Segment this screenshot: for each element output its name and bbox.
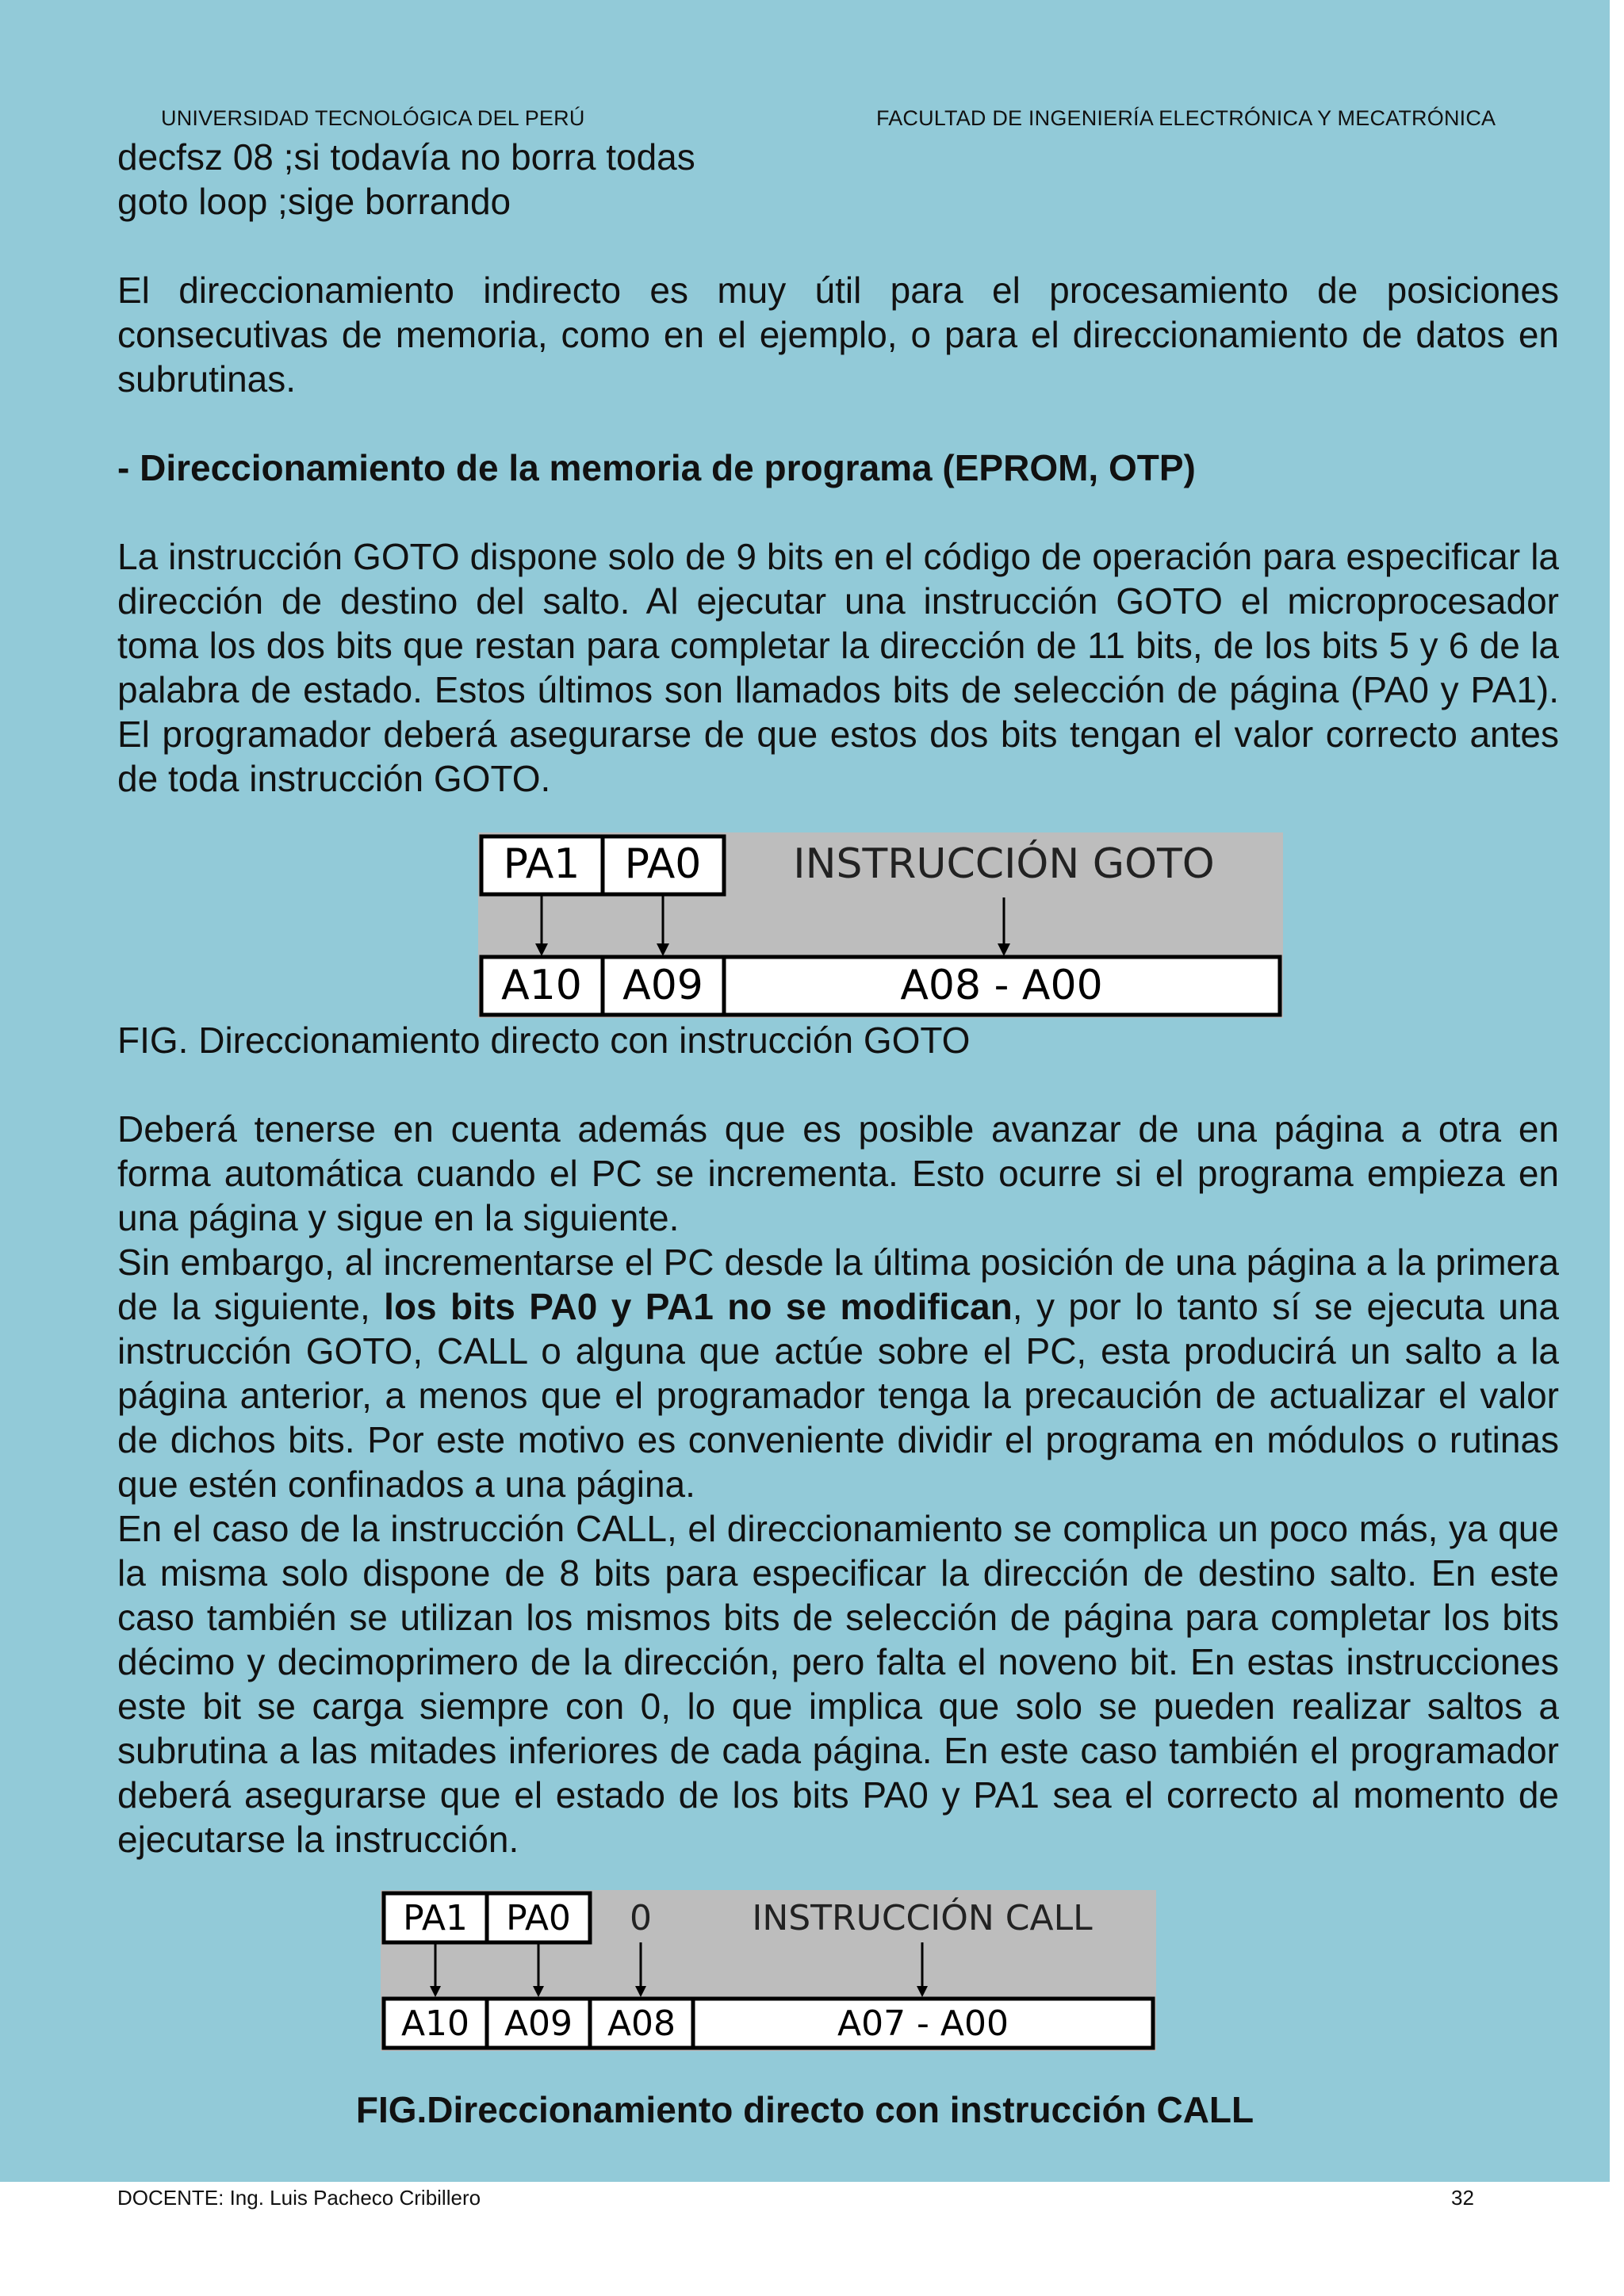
section-heading: - Direccionamiento de la memoria de programa (EPROM, OTP)	[117, 447, 1196, 488]
footer-instructor: DOCENTE: Ing. Luis Pacheco Cribillero	[117, 2186, 481, 2210]
code-line-1: decfsz 08 ;si todavía no borra todas	[117, 136, 695, 178]
call-a07-a00-label: A07 - A00	[837, 2003, 1009, 2044]
paragraph-page-advance: Deberá tenerse en cuenta además que es posible avanzar de una página a otra en forma automática cuando el PC se incrementa. Esto ocurre si el programa empieza en una página y sigue en la siguiente.	[117, 1108, 1559, 1238]
call-instruction-label: INSTRUCCIÓN CALL	[752, 1898, 1093, 1938]
paragraph-page-bits-start: Sin embargo, al incrementarse el PC desde la última posición de una página a la primera de la siguiente,	[117, 1242, 1559, 1327]
call-zero-label: 0	[630, 1898, 652, 1938]
page-number: 32	[1451, 2186, 1474, 2210]
goto-a10-label: A10	[501, 962, 582, 1009]
call-pa0-label: PA0	[506, 1898, 571, 1938]
paragraph-page-bits	[117, 1240, 1559, 1506]
goto-a08-a00-label: A08 - A00	[900, 962, 1103, 1009]
paragraph-call: En el caso de la instrucción CALL, el direccionamiento se complica un poco más, ya que la misma solo dispone de 8 bits para especificar la dirección de destino salto. En este caso también se utilizan los mismos bits de selección de página para completar los bits décimo y decimoprimero de la dirección, pero falta el noveno bit. En estas instrucciones este bit se carga siempre con 0, lo que implica que solo se pueden realizar saltos a subrutina a las mitades inferiores de cada página. En este caso también el programador deberá asegurarse que el estado de los bits PA0 y PA1 sea el correcto al momento de ejecutarse la instrucción.	[117, 1508, 1559, 1860]
call-a09-label: A09	[504, 2003, 573, 2044]
call-a10-label: A10	[400, 2003, 470, 2044]
call-a08-label: A08	[607, 2003, 676, 2044]
goto-a09-label: A09	[622, 962, 703, 1009]
paragraph-page-bits-bold: los bits PA0 y PA1 no se modifican	[384, 1286, 1013, 1327]
goto-instruction-label: INSTRUCCIÓN GOTO	[793, 840, 1215, 888]
call-figure-caption: FIG.Direccionamiento directo con instrucción CALL	[355, 2089, 1254, 2130]
paragraph-page-bits-end: , y por lo tanto sí se ejecuta una instrucción GOTO, CALL o alguna que actúe sobre el PC, esta producirá un salto a la página anterior, a menos que el programador tenga la precaución de actualizar el valor de dichos bits. Por este motivo es conveniente dividir el programa en módulos o rutinas que estén confinados a una página.	[117, 1286, 1559, 1505]
code-line-2: goto loop ;sige borrando	[117, 181, 511, 222]
paragraph-indirect-addressing: El direccionamiento indirecto es muy útil para el procesamiento de posiciones consecutivas de memoria, como en el ejemplo, o para el direccionamiento de datos en subrutinas.	[117, 270, 1559, 400]
goto-addressing-diagram	[478, 832, 1283, 1018]
goto-figure-caption: FIG. Direccionamiento directo con instrucción GOTO	[117, 1020, 971, 1061]
call-addressing-diagram	[381, 1890, 1156, 2051]
header-faculty: FACULTAD DE INGENIERÍA ELECTRÓNICA Y MECATRÓNICA	[876, 106, 1496, 130]
paragraph-goto: La instrucción GOTO dispone solo de 9 bits en el código de operación para especificar la dirección de destino del salto. Al ejecutar una instrucción GOTO el microprocesador toma los dos bits que restan para completar la dirección de 11 bits, de los bits 5 y 6 de la palabra de estado. Estos últimos son llamados bits de selección de página (PA0 y PA1). El programador deberá asegurarse de que estos dos bits tengan el valor correcto antes de toda instrucción GOTO.	[117, 536, 1559, 799]
goto-pa1-label: PA1	[503, 840, 580, 888]
call-pa1-label: PA1	[403, 1898, 468, 1938]
goto-pa0-label: PA0	[624, 840, 702, 888]
header-university: UNIVERSIDAD TECNOLÓGICA DEL PERÚ	[161, 106, 585, 130]
